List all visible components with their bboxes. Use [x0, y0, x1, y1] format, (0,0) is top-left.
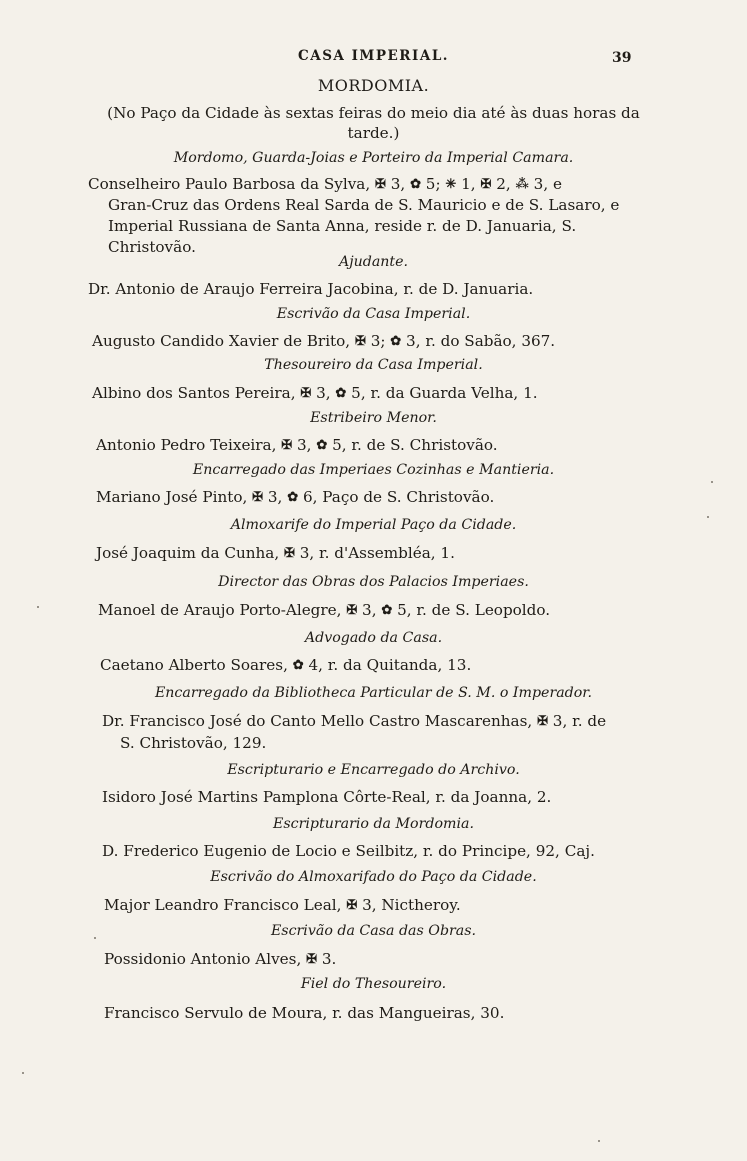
entry-text: 3,	[297, 436, 312, 454]
entry-bibliotheca-line1	[102, 712, 606, 730]
paper-speck	[598, 1140, 600, 1142]
entry-text: 3,	[267, 488, 283, 506]
entry-text: 3, r. do Sabão, 367.	[406, 332, 556, 350]
entry-text: 3, e	[533, 175, 562, 193]
entry-escrip-mordomia: D. Frederico Eugenio de Locio e Seilbitz, r. do Principe, 92, Caj.	[102, 842, 595, 860]
rose-icon: ✿	[381, 603, 393, 618]
entry-text: 3.	[321, 950, 337, 968]
entry-almoxarife	[96, 544, 455, 562]
heading-escrivao-obras: Escrivão da Casa das Obras.	[270, 923, 477, 939]
heading-escrivao-almox: Escrivão do Almoxarifado do Paço da Cidade.	[210, 869, 537, 885]
entry-text: 3, Nictheroy.	[362, 896, 461, 914]
heading-ajudante: Ajudante.	[338, 254, 409, 270]
paper-speck	[37, 606, 39, 608]
entry-bibliotheca-line2: S. Christovão, 129.	[120, 734, 267, 752]
entry-obras-director	[98, 601, 550, 619]
entry-text: 6, Paço de S. Christovão.	[302, 488, 495, 506]
cross-icon: ✠	[346, 603, 358, 618]
cross-icon: ✠	[306, 952, 318, 967]
heading-estribeiro: Estribeiro Menor.	[310, 410, 437, 426]
section-note-line2: tarde.)	[347, 124, 400, 142]
entry-advogado	[100, 656, 471, 674]
entry-text: 3, r. d'Assembléa, 1.	[299, 544, 455, 562]
asterism-icon: ⁂	[515, 177, 529, 192]
cross-icon: ✠	[346, 898, 358, 913]
entry-text: 1,	[461, 175, 476, 193]
rose-icon: ✿	[287, 490, 299, 505]
rose-icon: ✿	[292, 658, 304, 673]
entry-text: 3;	[370, 332, 386, 350]
cross-icon: ✠	[284, 546, 295, 561]
entry-text: Major Leandro Francisco Leal,	[104, 896, 342, 914]
entry-text: Dr. Francisco José do Canto Mello Castro Mascarenhas,	[102, 712, 533, 730]
entry-text: 5, r. de S. Leopoldo.	[397, 601, 551, 619]
entry-cozinhas	[96, 488, 494, 506]
heading-escrivao-casa: Escrivão da Casa Imperial.	[276, 306, 471, 322]
entry-mordomo-line4: Christovão.	[108, 238, 196, 256]
heading-thesoureiro: Thesoureiro da Casa Imperial.	[264, 357, 483, 373]
entry-text: Conselheiro Paulo Barbosa da Sylva,	[88, 175, 371, 193]
heading-archivo: Escripturario e Encarregado do Archivo.	[227, 762, 520, 778]
cross-icon: ✠	[480, 177, 492, 192]
section-title: MORDOMIA.	[317, 76, 430, 95]
paper-speck	[711, 481, 713, 483]
entry-mordomo-line3: Imperial Russiana de Santa Anna, reside r. de D. Januaria, S.	[108, 217, 577, 235]
heading-almoxarife: Almoxarife do Imperial Paço da Cidade.	[230, 517, 517, 533]
cross-icon: ✠	[252, 490, 264, 505]
entry-estribeiro	[96, 436, 498, 454]
rose-icon: ✿	[390, 334, 402, 349]
cross-icon: ✠	[375, 177, 386, 192]
entry-text: Caetano Alberto Soares,	[100, 656, 288, 674]
cross-icon: ✠	[537, 714, 548, 729]
heading-fiel: Fiel do Thesoureiro.	[300, 976, 447, 992]
entry-text: 3,	[316, 384, 331, 402]
entry-text: Possidonio Antonio Alves,	[104, 950, 302, 968]
entry-escrivao-almox	[104, 896, 461, 914]
entry-text: Antonio Pedro Teixeira,	[96, 436, 277, 454]
heading-escrip-mordomia: Escripturario da Mordomia.	[273, 816, 474, 832]
heading-bibliotheca: Encarregado da Bibliotheca Particular de S. M. o Imperador.	[154, 685, 593, 701]
rose-icon: ✿	[316, 438, 328, 453]
page-number: 39	[612, 50, 632, 66]
entry-thesoureiro	[92, 384, 538, 402]
entry-text: Albino dos Santos Pereira,	[92, 384, 296, 402]
cross-icon: ✠	[300, 386, 312, 401]
heading-advogado: Advogado da Casa.	[304, 630, 443, 646]
entry-mordomo-line1	[88, 175, 562, 193]
rose-icon: ✿	[410, 177, 421, 192]
entry-text: 5, r. da Guarda Velha, 1.	[351, 384, 538, 402]
heading-cozinhas: Encarregado das Imperiaes Cozinhas e Mantieria.	[192, 462, 555, 478]
entry-text: Mariano José Pinto,	[96, 488, 248, 506]
paper-speck	[707, 516, 709, 518]
section-note-line1: (No Paço da Cidade às sextas feiras do meio dia até às duas horas da	[107, 104, 640, 122]
star-icon: ✳	[445, 177, 457, 192]
cross-icon: ✠	[281, 438, 293, 453]
entry-archivo: Isidoro José Martins Pamplona Côrte-Real, r. da Joanna, 2.	[102, 788, 552, 806]
entry-text: 2,	[496, 175, 511, 193]
heading-obras-director: Director das Obras dos Palacios Imperiaes.	[218, 574, 529, 590]
entry-text: 5, r. de S. Christovão.	[332, 436, 498, 454]
entry-ajudante: Dr. Antonio de Araujo Ferreira Jacobina, r. de D. Januaria.	[88, 280, 534, 298]
entry-escrivao-obras	[104, 950, 336, 968]
entry-text: Augusto Candido Xavier de Brito,	[92, 332, 351, 350]
entry-text: 4, r. da Quitanda, 13.	[308, 656, 472, 674]
paper-speck	[22, 1072, 24, 1074]
entry-fiel: Francisco Servulo de Moura, r. das Mangueiras, 30.	[104, 1004, 505, 1022]
entry-text: Manoel de Araujo Porto-Alegre,	[98, 601, 342, 619]
entry-text: José Joaquim da Cunha,	[96, 544, 280, 562]
paper-speck	[94, 937, 96, 939]
entry-text: 3,	[390, 175, 406, 193]
entry-text: 3, r. de	[552, 712, 607, 730]
heading-mordomo: Mordomo, Guarda-Joias e Porteiro da Imperial Camara.	[173, 150, 574, 166]
entry-escrivao-casa	[92, 332, 555, 350]
rose-icon: ✿	[335, 386, 347, 401]
running-title: CASA IMPERIAL.	[297, 48, 450, 64]
entry-text: 3,	[362, 601, 377, 619]
entry-mordomo-line2: Gran-Cruz das Ordens Real Sarda de S. Mauricio e de S. Lasaro, e	[108, 196, 620, 214]
entry-text: 5;	[425, 175, 441, 193]
cross-icon: ✠	[354, 334, 366, 349]
